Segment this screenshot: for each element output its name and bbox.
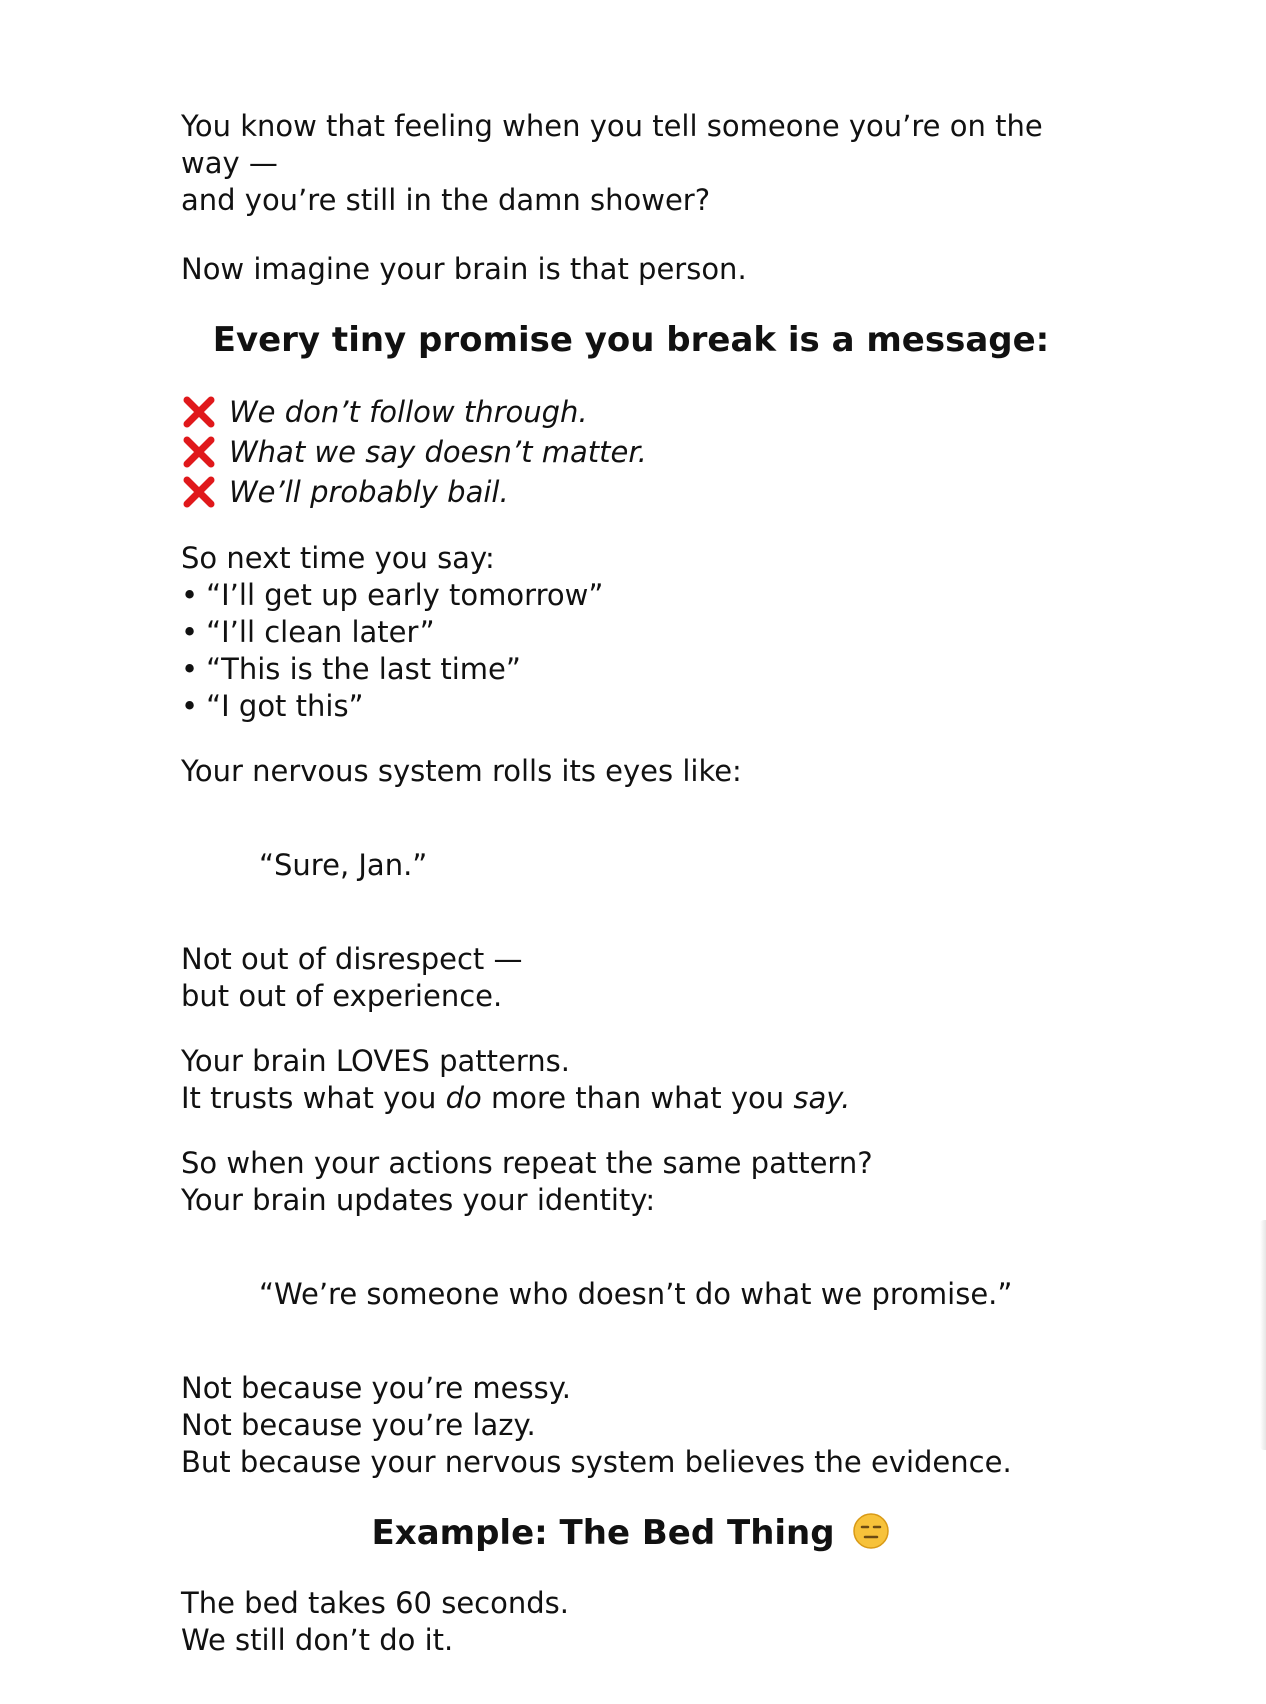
disrespect-line-1: Not out of disrespect — <box>181 942 523 976</box>
scroll-edge-indicator[interactable] <box>1260 1220 1266 1450</box>
patterns-emphasis-say: say. <box>793 1081 851 1115</box>
bed-line-2: We still don’t do it. <box>181 1623 454 1657</box>
disrespect-line-2: but out of experience. <box>181 979 503 1013</box>
bullet-icon: • <box>181 689 199 723</box>
intro-line-3: and you’re still in the damn shower? <box>181 183 711 217</box>
expressionless-face-icon <box>852 1512 890 1550</box>
identity-line-2: Your brain updates your identity: <box>181 1183 656 1217</box>
patterns-text-a: It trusts what you <box>181 1081 446 1115</box>
identity-line-1: So when your actions repeat the same pattern? <box>181 1146 873 1180</box>
because-line-2: Not because you’re lazy. <box>181 1408 536 1442</box>
message-item <box>181 392 1081 432</box>
bullet-icon: • <box>181 652 199 686</box>
intro-line-1: You know that feeling when you tell someone you’re on the <box>181 109 1043 143</box>
message-item <box>181 432 1081 472</box>
cross-mark-icon <box>181 434 217 470</box>
patterns-line-1: Your brain LOVES patterns. <box>181 1044 570 1078</box>
list-item-text: “This is the last time” <box>206 652 521 686</box>
intro-line-2: way — <box>181 146 278 180</box>
article-body <box>181 108 1081 1659</box>
list-item <box>181 651 1081 688</box>
bullet-icon: • <box>181 615 199 649</box>
list-item-text: “I got this” <box>206 689 364 723</box>
bullet-icon: • <box>181 578 199 612</box>
message-list <box>181 392 1081 512</box>
section-heading-message: Every tiny promise you break is a message: <box>212 320 1050 360</box>
patterns-text-b: more than what you <box>481 1081 794 1115</box>
next-time-intro: So next time you say: <box>181 541 495 575</box>
identity-quote: “We’re someone who doesn’t do what we promise.” <box>259 1277 1013 1311</box>
message-item <box>181 472 1081 512</box>
because-line-1: Not because you’re messy. <box>181 1371 571 1405</box>
section-heading-example <box>181 1511 1081 1555</box>
sure-jan-quote: “Sure, Jan.” <box>259 848 428 882</box>
promise-list <box>181 577 1081 725</box>
list-item <box>181 577 1081 614</box>
list-item <box>181 614 1081 651</box>
intro-line-4: Now imagine your brain is that person. <box>181 252 747 286</box>
patterns-line-2 <box>181 1080 1081 1117</box>
bed-line-1: The bed takes 60 seconds. <box>181 1586 569 1620</box>
message-text: We’ll probably bail. <box>229 475 509 509</box>
list-item-text: “I’ll get up early tomorrow” <box>206 578 604 612</box>
cross-mark-icon <box>181 394 217 430</box>
example-heading-text: Example: The Bed Thing <box>371 1513 835 1553</box>
nervous-line: Your nervous system rolls its eyes like: <box>181 754 742 788</box>
message-text: We don’t follow through. <box>229 395 588 429</box>
patterns-emphasis-do: do <box>445 1081 482 1115</box>
cross-mark-icon <box>181 474 217 510</box>
list-item-text: “I’ll clean later” <box>206 615 435 649</box>
list-item <box>181 688 1081 725</box>
message-text: What we say doesn’t matter. <box>229 435 647 469</box>
because-line-3: But because your nervous system believes the evidence. <box>181 1445 1012 1479</box>
